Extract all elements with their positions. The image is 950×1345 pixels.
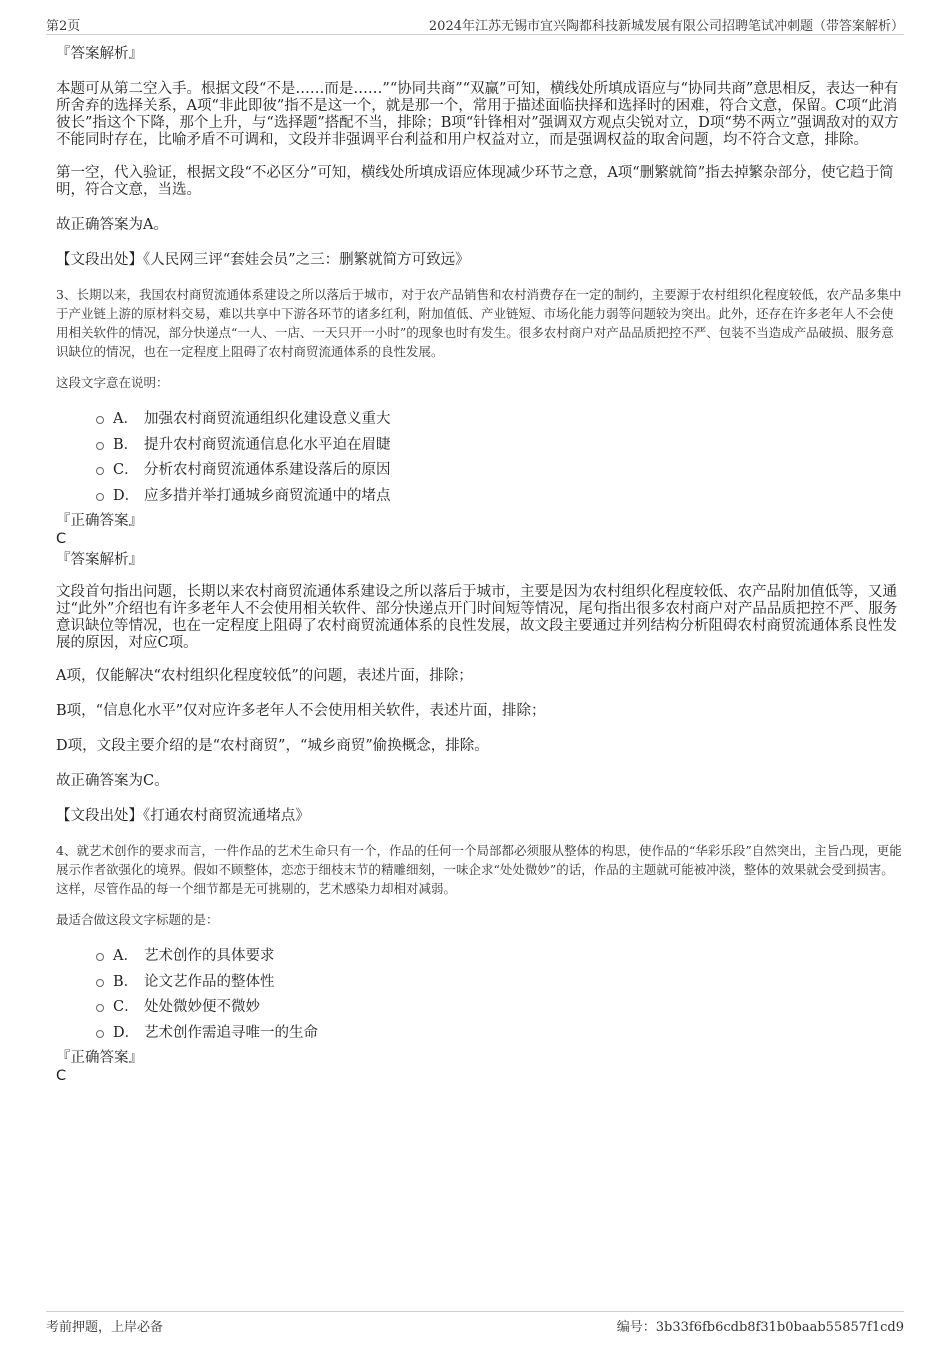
option-text: 论文艺作品的整体性: [144, 973, 275, 990]
page-footer: [46, 1311, 904, 1336]
radio-button-icon[interactable]: [96, 1004, 104, 1012]
q4-prompt: 最适合做这段文字标题的是：: [56, 912, 219, 927]
q2-analysis-label: 『答案解析』: [56, 46, 143, 62]
q3-source: 【文段出处】《打通农村商贸流通堵点》: [56, 808, 310, 824]
option-text: 应多措并举打通城乡商贸流通中的堵点: [144, 487, 391, 504]
q2-analysis-paragraph-1: 本题可从第二空入手。根据文段“不是……而是……”“协同共商”“双赢”可知，横线处所填成语应与“协同共商”意思相反，表达一种有所舍弃的选择关系，A项“非此即彼”指不是这一个，就是那一个，常用于描述面临抉择和选择时的困难，符合文意，保留。C项“此消彼长”指这个下降，那个上升，与“选择题”搭配不当，排除；B项“针锋相对”强调双方观点尖锐对立，D项“势不两立”强调敌对的双方不能同时存在，比喻矛盾不可调和，文段并非强调平台利益和用户权益对立，而是强调权益的取舍问题，均不符合文意，排除。: [56, 81, 899, 148]
q4-options: [96, 942, 904, 1044]
radio-button-icon[interactable]: [96, 493, 104, 501]
document-serial: 编号：3b33f6fb6cdb8f31b0baab55857f1cd9: [616, 1320, 904, 1335]
q2-source: 【文段出处】《人民网三评“套娃会员”之三：删繁就简方可致远》: [56, 252, 470, 268]
q3-analysis-label: 『答案解析』: [56, 552, 143, 568]
option-letter: D．: [113, 1024, 140, 1041]
q3-answer: C: [56, 531, 67, 547]
option-text: 艺术创作的具体要求: [144, 948, 275, 965]
q3-prompt: 这段文字意在说明：: [56, 375, 169, 390]
page-header: [46, 14, 904, 35]
option-letter: A．: [113, 411, 138, 428]
option-letter: B．: [113, 436, 139, 453]
option-letter: A．: [113, 948, 138, 965]
option-text: 艺术创作需追寻唯一的生命: [144, 1024, 318, 1041]
q2-analysis-paragraph-2: 第一空，代入验证，根据文段“不必区分”可知，横线处所填成语应体现减少环节之意，A项“删繁就简”指去掉繁杂部分，使它趋于简明，符合文意，当选。: [56, 165, 894, 198]
footer-slogan: 考前押题，上岸必备: [46, 1320, 164, 1335]
q3-option-b[interactable]: [96, 431, 904, 457]
radio-button-icon[interactable]: [96, 1030, 104, 1038]
q3-stem: 3、长期以来，我国农村商贸流通体系建设之所以落后于城市，对于农产品销售和农村消费存在一定的制约，主要源于农村组织化程度较低，农产品多集中于产业链上游的原材料交易，难以共享中下游各环节的诸多红利，附加值低、产业链短、市场化能力弱等问题较为突出。此外，还存在许多老年人不会使用相关软件的情况，部分快递点“一人、一店、一天只开一小时”的现象也时有发生。很多农村商户对产品品质把控不严、包装不当造成产品破损、服务意识缺位的情况，也在一定程度上阻碍了农村商贸流通体系的良性发展。: [56, 287, 902, 359]
q3-analysis-paragraph: 文段首句指出问题，长期以来农村商贸流通体系建设之所以落后于城市，主要是因为农村组织化程度较低、农产品附加值低等，又通过“此外”介绍也有许多老年人不会使用相关软件、部分快递点开门时间短等情况，尾句指出很多农村商户对产品品质把控不严、服务意识缺位等情况，也在一定程度上阻碍了农村商贸流通体系的良性发展，故文段主要通过并列结构分析阻碍农村商贸流通体系良性发展的原因，对应C项。: [56, 584, 898, 651]
option-text: 提升农村商贸流通信息化水平迫在眉睫: [144, 436, 391, 453]
document-title: 2024年江苏无锡市宜兴陶都科技新城发展有限公司招聘笔试冲刺题（带答案解析）: [428, 19, 904, 34]
q3-analysis-option-d: D项，文段主要介绍的是“农村商贸”，“城乡商贸”偷换概念，排除。: [56, 738, 489, 754]
radio-button-icon[interactable]: [96, 442, 104, 450]
q3-options: [96, 405, 904, 507]
q3-analysis-option-b: B项，“信息化水平”仅对应许多老年人不会使用相关软件，表述片面，排除；: [56, 703, 546, 719]
q4-option-c[interactable]: [96, 993, 904, 1019]
option-text: 处处微妙便不微妙: [144, 999, 260, 1016]
q3-option-a[interactable]: [96, 405, 904, 431]
option-letter: D．: [113, 487, 140, 504]
q4-answer-label: 『正确答案』: [56, 1050, 143, 1066]
q3-conclusion: 故正确答案为C。: [56, 773, 169, 789]
option-text: 加强农村商贸流通组织化建设意义重大: [144, 411, 391, 428]
q3-analysis-option-a: A项，仅能解决“农村组织化程度较低”的问题，表述片面，排除；: [56, 668, 473, 684]
option-letter: C．: [113, 999, 139, 1016]
q4-option-a[interactable]: [96, 942, 904, 968]
page-number: 第2页: [46, 19, 81, 34]
option-text: 分析农村商贸流通体系建设落后的原因: [144, 462, 391, 479]
radio-button-icon[interactable]: [96, 467, 104, 475]
q3-answer-label: 『正确答案』: [56, 513, 143, 529]
q4-stem: 4、就艺术创作的要求而言，一件作品的艺术生命只有一个，作品的任何一个局部都必须服从整体的构思，使作品的“华彩乐段”自然突出，主旨凸现，更能展示作者欲强化的境界。假如不顾整体，恋恋于细枝末节的精雕细刻，一味企求“处处微妙”的话，作品的主题就可能被冲淡，整体的效果就会受到损害。这样，尽管作品的每一个细节都是无可挑剔的，艺术感染力却相对减弱。: [56, 843, 902, 896]
q3-option-d[interactable]: [96, 482, 904, 508]
q4-answer: C: [56, 1068, 67, 1084]
radio-button-icon[interactable]: [96, 979, 104, 987]
q4-option-b[interactable]: [96, 968, 904, 994]
q3-option-c[interactable]: [96, 456, 904, 482]
q4-option-d[interactable]: [96, 1019, 904, 1045]
q2-conclusion: 故正确答案为A。: [56, 217, 168, 233]
option-letter: B．: [113, 973, 139, 990]
option-letter: C．: [113, 462, 139, 479]
page-content: [56, 44, 904, 1085]
radio-button-icon[interactable]: [96, 416, 104, 424]
radio-button-icon[interactable]: [96, 953, 104, 961]
